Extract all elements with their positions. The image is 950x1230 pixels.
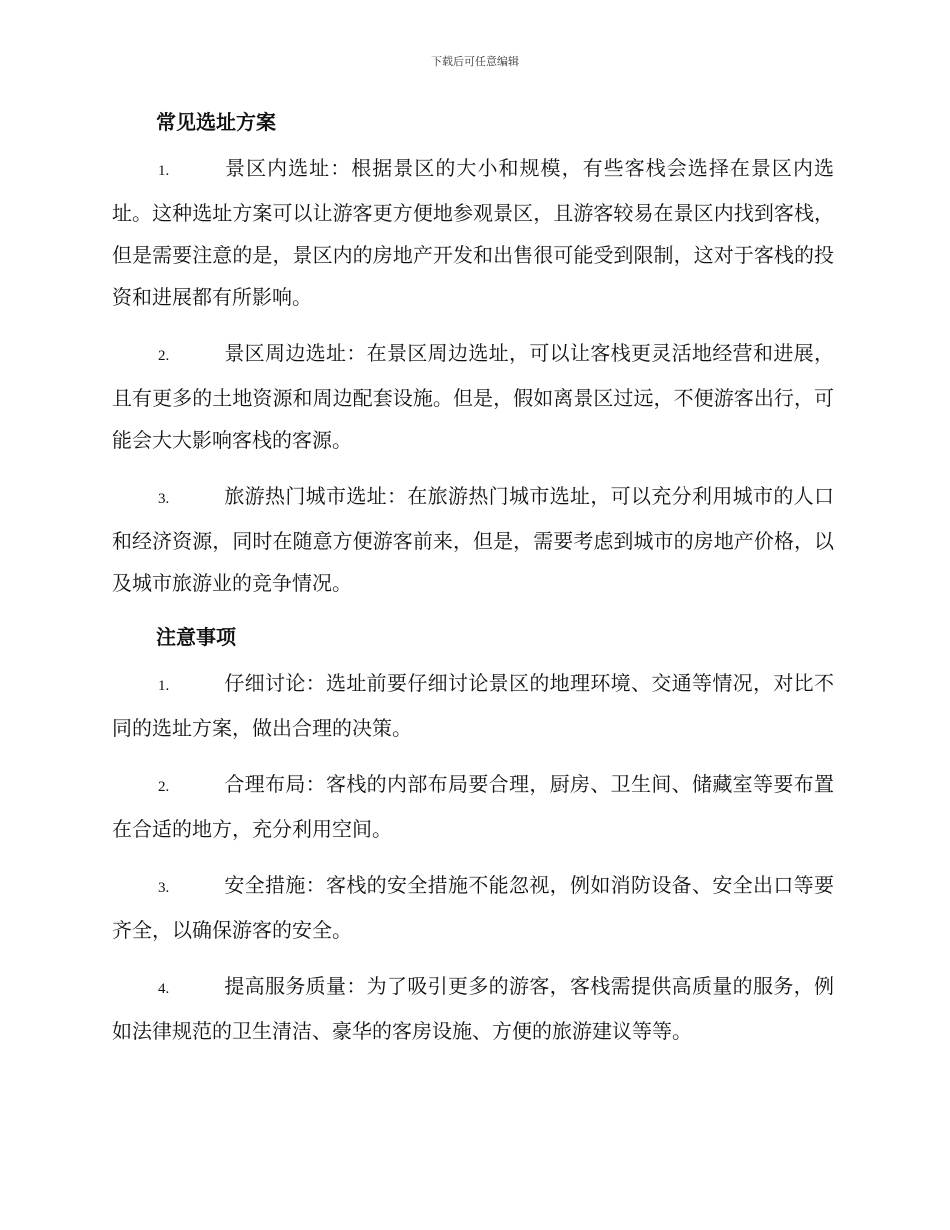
list-item xyxy=(112,965,834,1052)
list-item-text: 合理布局：客栈的内部布局要合理，厨房、卫生间、储藏室等要布置在合适的地方，充分利用空间。 xyxy=(112,772,834,841)
list-item-text: 景区内选址：根据景区的大小和规模，有些客栈会选择在景区内选址。这种选址方案可以让游客更方便地参观景区，且游客较易在景区内找到客栈，但是需要注意的是，景区内的房地产开发和出售很可能受到限制，这对于客栈的投资和进展都有所影响。 xyxy=(112,156,834,309)
list-item-number: 3. xyxy=(158,491,170,507)
list-item-number: 1. xyxy=(158,163,170,179)
list-item-text: 景区周边选址：在景区周边选址，可以让客栈更灵活地经营和进展，且有更多的土地资源和周边配套设施。但是，假如离景区过远，不便游客出行，可能会大大影响客栈的客源。 xyxy=(112,341,834,452)
list-item xyxy=(112,864,834,951)
list-item-number: 1. xyxy=(158,678,170,694)
list-item xyxy=(112,332,834,461)
list-item-text: 安全措施：客栈的安全措施不能忽视，例如消防设备、安全出口等要齐全，以确保游客的安全。 xyxy=(112,873,834,942)
section-title-notes: 注意事项 xyxy=(156,625,236,649)
section-title-site-plans: 常见选址方案 xyxy=(156,110,276,134)
page-header: 下载后可任意编辑 xyxy=(431,55,519,68)
list-item-number: 4. xyxy=(158,981,170,997)
list-item-text: 提高服务质量：为了吸引更多的游客，客栈需提供高质量的服务，例如法律规范的卫生清洁、豪华的客房设施、方便的旅游建议等等。 xyxy=(112,974,834,1043)
list-item-text: 旅游热门城市选址：在旅游热门城市选址，可以充分利用城市的人口和经济资源，同时在随意方便游客前来，但是，需要考虑到城市的房地产价格，以及城市旅游业的竞争情况。 xyxy=(112,484,834,595)
list-item-number: 2. xyxy=(158,348,170,364)
list-item xyxy=(112,147,834,318)
list-item xyxy=(112,662,834,749)
list-item-number: 3. xyxy=(158,880,170,896)
list-item-text: 仔细讨论：选址前要仔细讨论景区的地理环境、交通等情况，对比不同的选址方案，做出合理的决策。 xyxy=(112,671,834,740)
list-item xyxy=(112,475,834,604)
document-body xyxy=(112,107,834,1066)
list-item xyxy=(112,763,834,850)
list-item-number: 2. xyxy=(158,779,170,795)
